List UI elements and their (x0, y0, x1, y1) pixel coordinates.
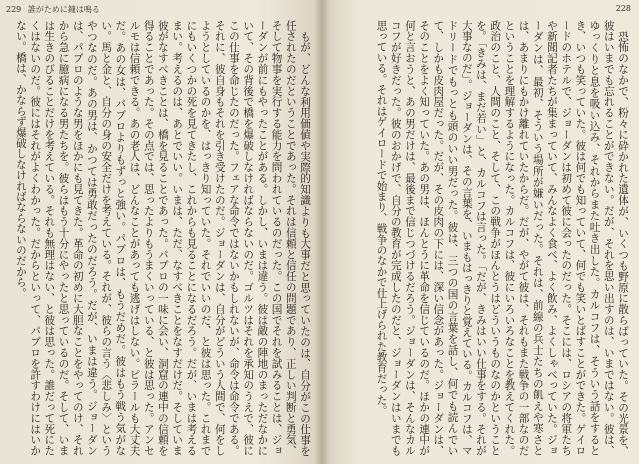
left-page-number: 229 (6, 5, 22, 14)
left-page-header (6, 4, 100, 15)
right-page-header (616, 4, 631, 13)
right-page-body (334, 20, 630, 456)
left-page-paragraph: もが、どんな利用価値や実際的知識よりも大事だと思っていたのは、自分がこの仕事を任されたのだということであった。それは信頼と信任の問題であり、正しい判断と勇気、そして物事を実行する能力を問われているのだった。この国でそれを試みることは、ジョーダンが前にもやったことがある。しかし、いまは違う。彼は敵の陣地のまっただなかにいて、その背後で橋を爆破しなければならないのだ。ゴルツはそれを承知のうえで、彼にこの仕事を命じたのだった。フェアな命令ではないかもしれないが、命令は命令である。それに、彼自身もそれを引き受けたのだ。ジョーダンは、自分がどういう人間で、何をしようとしているのかを、はっきり知っていた。それでいいのだ、と彼は思った。これまでにもいくつかの死を見てきたし、これからも見ることになるだろう。だが、いまは考えるまい。考えるのは、あとでいい。いまは、ただ、なすべきことをなすだけだ。そしていま彼がなすべきことは、橋を見ることであった。パブロの一味に会い、洞窟の連中の信頼を得ることであった。その点では、思ったよりもうまくいっている、と彼は思った。アンセルモは信頼できる。あの老人は、どんなことがあっても逃げはしない。ピラールも大丈夫だ。あの女は、パブロよりもずっと強い。パブロは、もうだめだ。彼はもう戦う気がない。馬と金と、自分の身の安全だけを考えている。それが、彼らの言う〈悲しみ〉というやつなのだ。あの男は、かつては勇敢だったのだろう。だが、いまは違う。ジョーダンは、パブロのような男をほかにも見てきた。革命の初めに大胆なことをやってのけ、それから急に臆病になる男たちを。彼らはもう十分にやったと思っているのだ。そして、いまは生きのびることだけを考えている。それも無理はない、と彼は思った。誰だって死にたくはないのだ。彼にはそれがよくわかった。だからといって、パブロを許すわけにはいかない。橋は、かならず爆破しなければならないのだから。 (14, 20, 311, 456)
right-page-number: 228 (615, 4, 631, 13)
left-page-body (8, 20, 312, 456)
right-page-paragraph: 恐怖のなかで、粉々に砕かれた遺体が、いくつも野原に散らばっていた。その光景を、彼はいまでも忘れることができない。だが、それを思い出すのは、いまではない。彼は、ゆっくりと息を吸い込み、それからまた吐き出した。カルコフは、そういう話をするとき、いつも笑っていた。彼は何でも知っていて、何でも笑いとばすことができた。ゲイロードのホテルで、ジョーダンは初めて彼に会ったのだった。そこには、ロシアの将軍たちや新聞記者たちが集まっていて、みんなよく食べ、よく飲み、よくしゃべっていた。ジョーダンは、最初、そういう場所が嫌いだった。それは、前線の兵士たちの飢えや寒さとは、あまりにもかけ離れていたからだ。だが、やがて彼は、それもまた戦争の一部なのだということを理解するようになった。カルコフは、彼にいろいろなことを教えてくれた。政治のこと、人間のこと、そして、この戦争がほんとうはどういうものなのかということを。「きみは、まだ若い」と、カルコフは言った。「だが、きみはいい仕事をする。それが大事なのだ」。ジョーダンは、その言葉を、いまもはっきりと覚えている。カルコフは、マドリードでもっとも頭のいい男だった。彼は、三つの国の言葉を話し、何でも読んでいて、しかも皮肉屋だった。だが、その皮肉の下には、深い信念があった。ジョーダンは、そのことをよく知っていた。あの男は、ほんとうに革命を信じているのだ。ほかの連中が何と言おうと、あの男だけは、最後まで信じつづけるだろう。ジョーダンは、そんなカルコフが好きだった。彼のおかげで、自分の教育が完成したのだと、ジョーダンはいまでも思っている。それはゲイロードで始まり、戦争のなかで仕上げられた教育だった。 (375, 20, 629, 456)
right-page (322, 0, 639, 464)
running-head: 誰がために鐘は鳴る (27, 5, 100, 14)
book-gutter (314, 0, 330, 464)
